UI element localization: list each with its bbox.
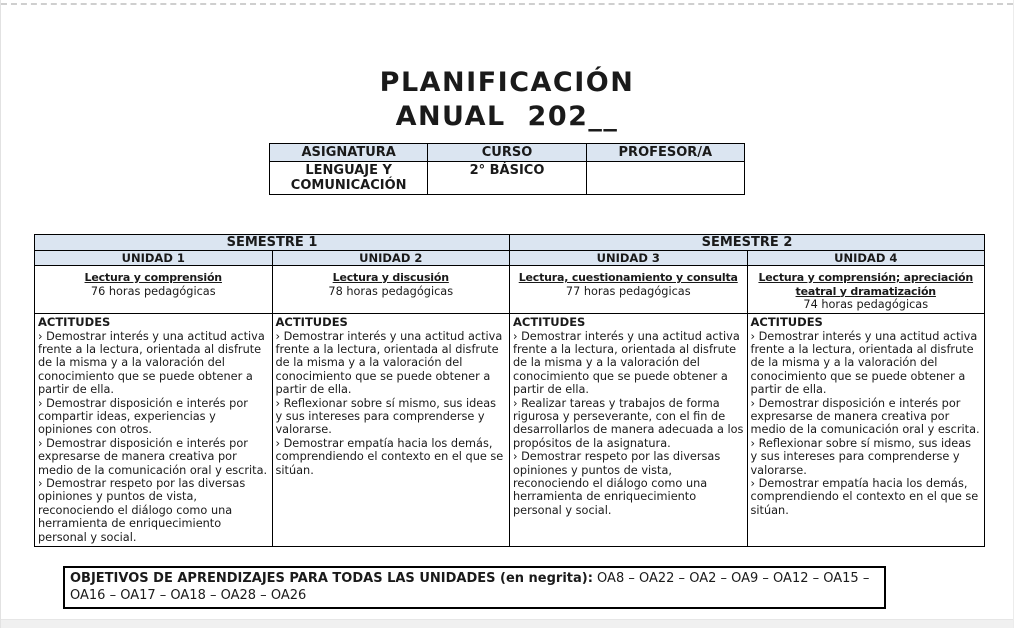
actitudes-row xyxy=(35,314,985,547)
unit-1-title: Lectura y comprensión xyxy=(84,271,222,284)
title-line-2: ANUAL 202__ xyxy=(395,101,619,132)
unit-2-bullet: › Reflexionar sobre sí mismo, sus ideas y sus intereses para comprenderse y valorarse. xyxy=(275,396,497,437)
info-cell-profesor[interactable] xyxy=(586,162,744,195)
unit-4-bullet: › Demostrar empatía hacia los demás, comprendiendo el contexto en el que se sitúan. xyxy=(750,476,979,517)
semester-1-header: SEMESTRE 1 xyxy=(35,235,510,251)
unit-1-bullet: › Demostrar disposición e interés por expresarse de manera creativa por medio de la comunicación oral y escrita. xyxy=(38,436,268,477)
objectives-label: OBJETIVOS DE APRENDIZAJES PARA TODAS LAS UNIDADES (en negrita): xyxy=(70,571,593,586)
info-cell-asignatura: LENGUAJE Y COMUNICACIÓN xyxy=(270,162,428,195)
unit-2-title: Lectura y discusión xyxy=(332,271,449,284)
info-cell-curso: 2° BÁSICO xyxy=(428,162,586,195)
unit-4-bullet: › Demostrar interés y una actitud activa frente a la lectura, orientada al disfrute de la misma y a la valoración del conocimiento que se puede obtener a partir de ella. xyxy=(750,329,978,397)
unit-2-bullet: › Demostrar interés y una actitud activa frente a la lectura, orientada al disfrute de la misma y a la valoración del conocimiento que se puede obtener a partir de ella. xyxy=(275,329,503,397)
semester-2-header: SEMESTRE 2 xyxy=(510,235,985,251)
unit-2-actitudes-cell xyxy=(272,314,510,547)
annual-plan-table xyxy=(34,234,985,547)
info-header-asignatura: ASIGNATURA xyxy=(270,144,428,162)
unit-4-title: Lectura y comprensión; apreciación teatral y dramatización xyxy=(758,271,974,298)
unit-1-actitudes-label: ACTITUDES xyxy=(38,315,111,329)
unit-2-header: UNIDAD 2 xyxy=(272,251,510,266)
unit-4-bullet: › Demostrar disposición e interés por expresarse de manera creativa por medio de la comunicación oral y escrita. xyxy=(750,396,980,437)
info-header-curso: CURSO xyxy=(428,144,586,162)
unit-3-header: UNIDAD 3 xyxy=(510,251,748,266)
semester-header-row xyxy=(35,235,985,251)
unit-4-bullet: › Reflexionar sobre sí mismo, sus ideas y sus intereses para comprenderse y valorarse. xyxy=(750,436,972,477)
unit-1-title-cell xyxy=(35,266,273,314)
unit-2-title-cell xyxy=(272,266,510,314)
unit-2-hours: 78 horas pedagógicas xyxy=(328,284,454,298)
unit-1-hours: 76 horas pedagógicas xyxy=(90,284,216,298)
unit-4-header: UNIDAD 4 xyxy=(747,251,985,266)
unit-4-hours: 74 horas pedagógicas xyxy=(803,298,929,311)
info-header-profesor: PROFESOR/A xyxy=(586,144,744,162)
page-title xyxy=(1,0,1013,134)
unit-1-bullet: › Demostrar respeto por las diversas opiniones y puntos de vista, reconociendo el diálogo como una herramienta de enriquecimiento personal y social. xyxy=(38,476,246,544)
unit-4-actitudes-cell xyxy=(747,314,985,547)
title-line-1: PLANIFICACIÓN xyxy=(379,67,635,98)
unit-3-title-cell xyxy=(510,266,748,314)
unit-1-bullet: › Demostrar disposición e interés por compartir ideas, experiencias y opiniones con otros. xyxy=(38,396,248,437)
unit-3-hours: 77 horas pedagógicas xyxy=(565,284,691,298)
page-bottom-edge xyxy=(1,619,1013,628)
unit-1-actitudes-cell xyxy=(35,314,273,547)
objectives-box xyxy=(63,566,886,609)
objectives-value: OA8 – OA22 – OA2 – OA9 – OA12 – OA15 – OA16 – OA17 – OA18 – OA28 – OA26 xyxy=(70,571,870,603)
unit-4-title-cell xyxy=(747,266,985,314)
page-boundary-dashed-line xyxy=(1,3,1013,5)
unit-3-actitudes-cell xyxy=(510,314,748,547)
unit-1-bullet: › Demostrar interés y una actitud activa frente a la lectura, orientada al disfrute de la misma y a la valoración del conocimiento que se puede obtener a partir de ella. xyxy=(38,329,265,397)
unit-3-title: Lectura, cuestionamiento y consulta xyxy=(518,271,738,284)
unit-3-actitudes-label: ACTITUDES xyxy=(513,315,586,329)
unit-4-actitudes-label: ACTITUDES xyxy=(750,315,823,329)
unit-header-row xyxy=(35,251,985,266)
unit-3-bullet: › Realizar tareas y trabajos de forma rigurosa y perseverante, con el fin de desarrollarlos de manera adecuada a los propósitos de la asignatura. xyxy=(513,396,744,450)
unit-title-row xyxy=(35,266,985,314)
unit-3-bullet: › Demostrar interés y una actitud activa frente a la lectura, orientada al disfrute de la misma y a la valoración del conocimiento que se puede obtener a partir de ella. xyxy=(513,329,740,397)
info-table-header-row xyxy=(270,144,745,162)
info-table-data-row xyxy=(270,162,745,195)
unit-1-header: UNIDAD 1 xyxy=(35,251,273,266)
info-table xyxy=(269,143,745,195)
unit-2-actitudes-label: ACTITUDES xyxy=(275,315,348,329)
unit-2-bullet: › Demostrar empatía hacia los demás, comprendiendo el contexto en el que se sitúan. xyxy=(275,436,504,477)
unit-3-bullet: › Demostrar respeto por las diversas opiniones y puntos de vista, reconociendo el diálogo como una herramienta de enriquecimiento personal y social. xyxy=(513,450,721,517)
